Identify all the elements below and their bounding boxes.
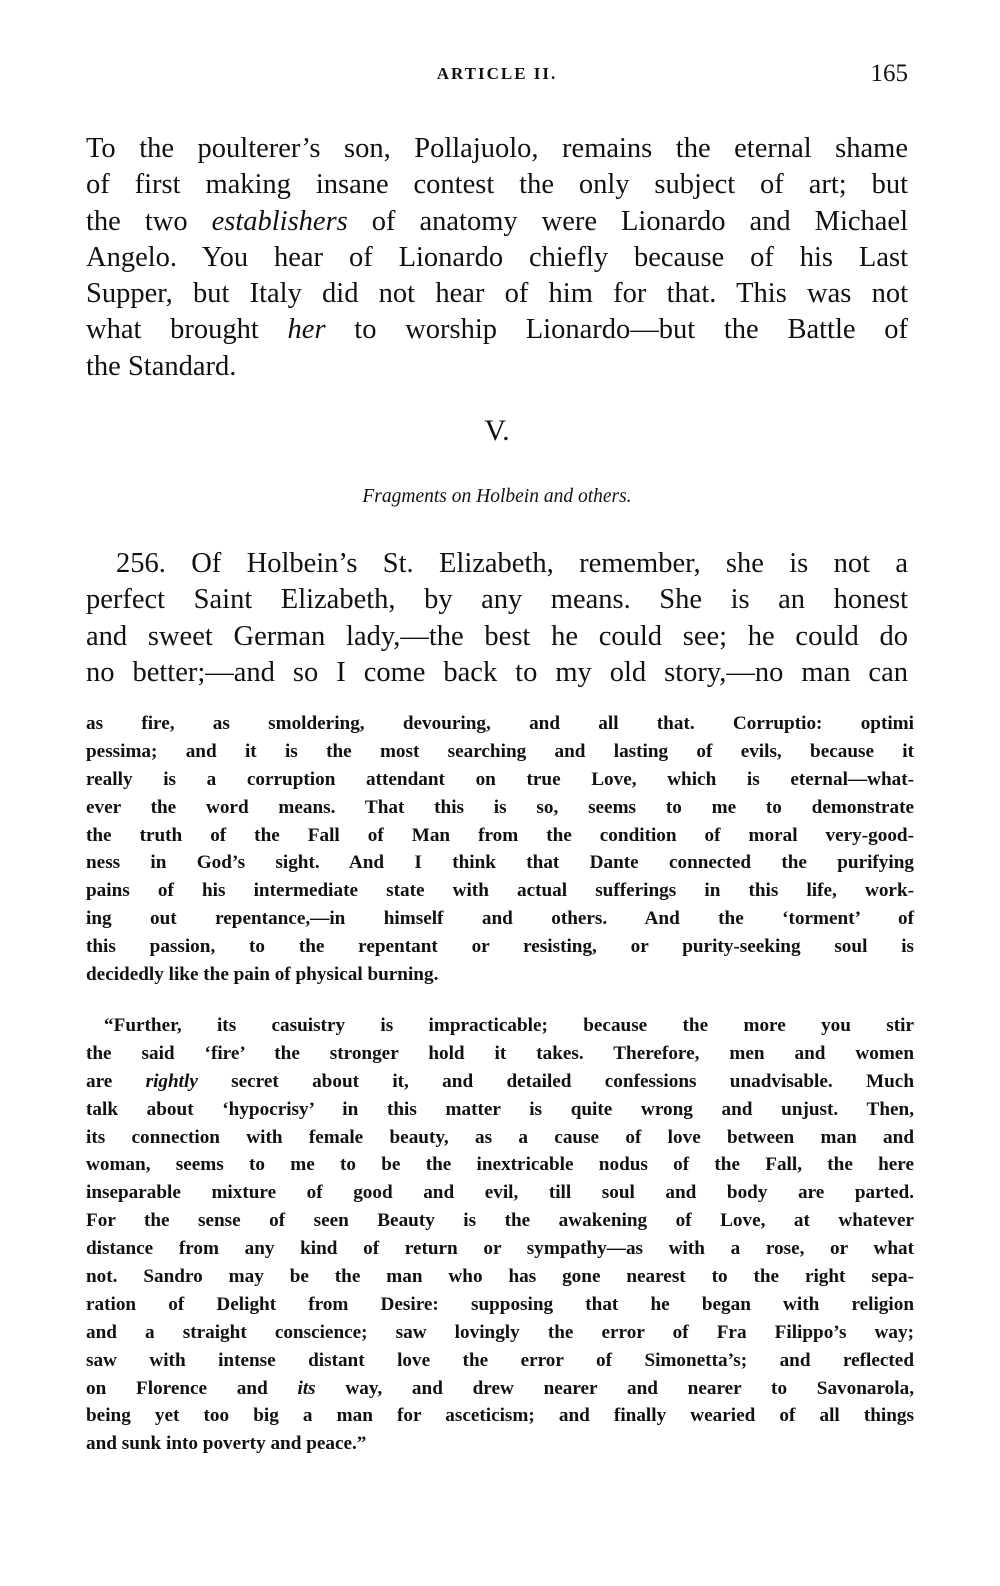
footnote-line: really is a corruption attendant on true Love, which is eternal—what- [86, 768, 914, 790]
footnote-line: are rightly secret about it, and detailed confessions unadvisable. Much [86, 1070, 914, 1092]
footnote-line: not. Sandro may be the man who has gone nearest to the right sepa- [86, 1266, 914, 1288]
text-line: the two establishers of anatomy were Lionardo and Michael [86, 205, 908, 237]
footnote-line: distance from any kind of return or sympathy—as with a rose, or what [86, 1238, 914, 1260]
footnote-line: ration of Delight from Desire: supposing that he began with religion [86, 1293, 914, 1315]
footnote-line: saw with intense distant love the error of Simonetta’s; and reflected [86, 1349, 914, 1371]
text-line: and sweet German lady,—the best he could see; he could do [86, 620, 908, 652]
footnote-line: being yet too big a man for asceticism; and finally wearied of all things [86, 1405, 914, 1427]
footnote-line: pains of his intermediate state with actual sufferings in this life, work- [86, 880, 914, 902]
footnote-line: talk about ‘hypocrisy’ in this matter is quite wrong and unjust. Then, [86, 1098, 914, 1120]
text-line: the Standard. [86, 350, 237, 382]
text-line: no better;—and so I come back to my old story,—no man can [86, 656, 908, 688]
footnote-line: “Further, its casuistry is impracticable; because the more you stir [104, 1015, 914, 1036]
footnote-line: this passion, to the repentant or resisting, or purity-seeking soul is [86, 936, 914, 958]
footnote-line: and sunk into poverty and peace.” [86, 1433, 367, 1455]
text-line: 256. Of Holbein’s St. Elizabeth, remember, she is not a [116, 548, 908, 579]
footnote-line: pessima; and it is the most searching and lasting of evils, because it [86, 740, 914, 762]
footnote-line: ing out repentance,—in himself and others. And the ‘torment’ of [86, 908, 914, 930]
footnote-line: For the sense of seen Beauty is the awakening of Love, at whatever [86, 1210, 914, 1232]
section-number: V. [484, 414, 510, 447]
footnote-line: as fire, as smoldering, devouring, and all that. Corruptio: optimi [86, 713, 914, 734]
footnote-line: decidedly like the pain of physical burning. [86, 964, 439, 986]
text-line: Angelo. You hear of Lionardo chiefly because of his Last [86, 241, 908, 273]
emphasis-text: her [287, 314, 326, 346]
footnote-paragraph-1 [86, 710, 914, 989]
emphasis-text: its [297, 1377, 316, 1399]
text-line: of first making insane contest the only subject of art; but [86, 169, 908, 201]
running-title: ARTICLE II. [436, 64, 558, 83]
paragraph-256 [86, 546, 908, 691]
text-line: To the poulterer’s son, Pollajuolo, remains the eternal shame [86, 133, 908, 164]
footnote-line: inseparable mixture of good and evil, till soul and body are parted. [86, 1182, 914, 1204]
footnote-line: the said ‘fire’ the stronger hold it takes. Therefore, men and women [86, 1042, 914, 1064]
emphasis-text: establishers [211, 205, 348, 237]
text-line: Supper, but Italy did not hear of him for that. This was not [86, 278, 908, 310]
text-line: what brought her to worship Lionardo—but the Battle of [86, 314, 908, 346]
footnote-line: on Florence and its way, and drew nearer and nearer to Savonarola, [86, 1377, 914, 1399]
running-head [86, 60, 908, 100]
footnote-line: its connection with female beauty, as a cause of love between man and [86, 1126, 914, 1148]
footnote-line: woman, seems to me to be the inextricable nodus of the Fall, the here [86, 1154, 914, 1176]
footnote-paragraph-2 [86, 1012, 914, 1458]
footnote-line: ness in God’s sight. And I think that Dante connected the purifying [86, 852, 914, 874]
paragraph-top [86, 131, 908, 385]
footnote-line: and a straight conscience; saw lovingly the error of Fra Filippo’s way; [86, 1321, 914, 1343]
page-number: 165 [870, 60, 908, 87]
footnote-line: ever the word means. That this is so, seems to me to demonstrate [86, 796, 914, 818]
text-line: perfect Saint Elizabeth, by any means. She is an honest [86, 584, 908, 616]
footnote-line: the truth of the Fall of Man from the condition of moral very-good- [86, 824, 914, 846]
section-subtitle: Fragments on Holbein and others. [362, 486, 632, 507]
emphasis-text: rightly [145, 1070, 198, 1092]
